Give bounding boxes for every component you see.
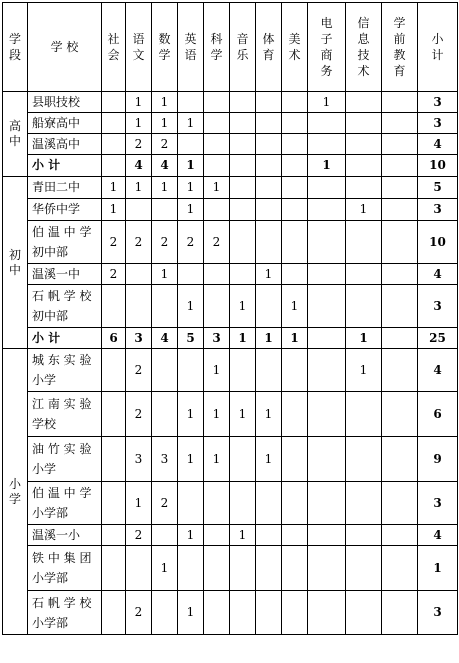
row-total-cell: 4	[418, 134, 458, 155]
school-name: 油 竹 实 验 小学	[28, 437, 102, 482]
header-subject: 小 计	[418, 3, 458, 92]
value-cell	[178, 92, 204, 113]
table-row	[3, 525, 458, 546]
value-cell	[282, 525, 308, 546]
value-cell	[382, 264, 418, 285]
school-name: 小 计	[28, 328, 102, 349]
value-cell: 1	[308, 155, 346, 177]
table-row	[3, 591, 458, 635]
value-cell	[204, 134, 230, 155]
value-cell	[230, 591, 256, 635]
row-total-cell: 3	[418, 482, 458, 525]
value-cell	[382, 349, 418, 392]
value-cell: 1	[178, 113, 204, 134]
value-cell	[346, 546, 382, 591]
value-cell: 1	[152, 264, 178, 285]
value-cell	[282, 482, 308, 525]
value-cell	[282, 113, 308, 134]
value-cell: 2	[126, 525, 152, 546]
value-cell	[308, 113, 346, 134]
table-row	[3, 285, 458, 328]
value-cell	[308, 392, 346, 437]
school-name: 铁 中 集 团 小学部	[28, 546, 102, 591]
row-total-cell: 4	[418, 349, 458, 392]
section-label: 初 中	[3, 177, 28, 349]
value-cell	[382, 482, 418, 525]
value-cell	[102, 113, 126, 134]
value-cell	[204, 591, 230, 635]
value-cell	[382, 155, 418, 177]
value-cell	[152, 525, 178, 546]
value-cell	[102, 525, 126, 546]
value-cell	[152, 349, 178, 392]
value-cell	[102, 155, 126, 177]
value-cell	[382, 328, 418, 349]
row-total-cell: 5	[418, 177, 458, 199]
value-cell: 1	[152, 113, 178, 134]
header-subject: 体 育	[256, 3, 282, 92]
school-name: 伯 温 中 学 初中部	[28, 221, 102, 264]
school-name: 江 南 实 验 学校	[28, 392, 102, 437]
row-total-cell: 1	[418, 546, 458, 591]
value-cell	[382, 177, 418, 199]
table-row	[3, 199, 458, 221]
value-cell	[308, 525, 346, 546]
table-row	[3, 546, 458, 591]
header-subject: 英 语	[178, 3, 204, 92]
value-cell	[282, 392, 308, 437]
value-cell	[256, 92, 282, 113]
value-cell	[282, 437, 308, 482]
value-cell	[152, 199, 178, 221]
value-cell: 4	[152, 155, 178, 177]
value-cell	[282, 546, 308, 591]
value-cell	[282, 221, 308, 264]
row-total-cell: 4	[418, 525, 458, 546]
subtotal-row	[3, 155, 458, 177]
value-cell	[204, 285, 230, 328]
value-cell	[256, 155, 282, 177]
value-cell: 1	[178, 199, 204, 221]
value-cell: 2	[126, 591, 152, 635]
value-cell	[308, 437, 346, 482]
value-cell: 2	[102, 221, 126, 264]
value-cell	[204, 525, 230, 546]
value-cell: 2	[204, 221, 230, 264]
value-cell	[102, 591, 126, 635]
value-cell	[382, 525, 418, 546]
value-cell	[308, 221, 346, 264]
row-total-cell: 3	[418, 92, 458, 113]
value-cell: 1	[152, 92, 178, 113]
value-cell	[126, 264, 152, 285]
value-cell: 1	[204, 392, 230, 437]
value-cell: 1	[178, 437, 204, 482]
value-cell	[346, 177, 382, 199]
value-cell	[230, 92, 256, 113]
value-cell	[256, 199, 282, 221]
value-cell: 1	[178, 392, 204, 437]
value-cell	[382, 134, 418, 155]
value-cell	[346, 437, 382, 482]
value-cell: 1	[282, 328, 308, 349]
value-cell: 6	[102, 328, 126, 349]
value-cell: 1	[230, 285, 256, 328]
value-cell: 1	[102, 199, 126, 221]
row-total-cell: 3	[418, 199, 458, 221]
header-subject: 学 前 教 育	[382, 3, 418, 92]
value-cell	[308, 177, 346, 199]
value-cell	[178, 546, 204, 591]
value-cell	[204, 92, 230, 113]
value-cell	[308, 134, 346, 155]
value-cell	[230, 134, 256, 155]
value-cell: 4	[126, 155, 152, 177]
header-subject: 语 文	[126, 3, 152, 92]
header-subject: 美 术	[282, 3, 308, 92]
value-cell	[126, 285, 152, 328]
value-cell: 2	[102, 264, 126, 285]
value-cell: 1	[346, 328, 382, 349]
value-cell	[102, 482, 126, 525]
value-cell	[102, 392, 126, 437]
school-name: 县职技校	[28, 92, 102, 113]
value-cell	[308, 285, 346, 328]
row-total-cell: 4	[418, 264, 458, 285]
table-row	[3, 349, 458, 392]
value-cell	[256, 349, 282, 392]
value-cell: 2	[152, 134, 178, 155]
table-row	[3, 177, 458, 199]
value-cell	[102, 546, 126, 591]
value-cell	[382, 199, 418, 221]
value-cell: 3	[152, 437, 178, 482]
value-cell: 1	[230, 525, 256, 546]
value-cell	[102, 285, 126, 328]
value-cell	[282, 264, 308, 285]
value-cell: 1	[102, 177, 126, 199]
value-cell: 1	[346, 199, 382, 221]
value-cell	[346, 134, 382, 155]
value-cell	[152, 285, 178, 328]
value-cell	[282, 199, 308, 221]
value-cell	[126, 199, 152, 221]
value-cell: 1	[230, 328, 256, 349]
value-cell	[282, 177, 308, 199]
value-cell: 1	[126, 92, 152, 113]
value-cell	[230, 155, 256, 177]
header-subject: 科 学	[204, 3, 230, 92]
value-cell: 1	[152, 177, 178, 199]
value-cell	[282, 349, 308, 392]
row-total-cell: 9	[418, 437, 458, 482]
value-cell	[102, 92, 126, 113]
value-cell	[382, 285, 418, 328]
value-cell: 3	[126, 437, 152, 482]
value-cell	[230, 546, 256, 591]
school-name: 温溪高中	[28, 134, 102, 155]
header-subject: 音 乐	[230, 3, 256, 92]
value-cell	[346, 482, 382, 525]
header-row	[3, 3, 458, 92]
value-cell	[256, 591, 282, 635]
value-cell	[282, 591, 308, 635]
value-cell: 2	[152, 482, 178, 525]
value-cell	[178, 482, 204, 525]
table-row	[3, 134, 458, 155]
subtotal-row	[3, 328, 458, 349]
value-cell	[308, 349, 346, 392]
section-label: 高 中	[3, 92, 28, 177]
value-cell	[102, 349, 126, 392]
value-cell: 1	[282, 285, 308, 328]
value-cell	[308, 546, 346, 591]
table-body	[3, 92, 458, 635]
value-cell	[346, 285, 382, 328]
header-school: 学 校	[28, 3, 102, 92]
value-cell	[382, 437, 418, 482]
header-subject: 数 学	[152, 3, 178, 92]
value-cell	[204, 155, 230, 177]
value-cell: 1	[256, 437, 282, 482]
value-cell: 2	[126, 134, 152, 155]
value-cell: 2	[126, 349, 152, 392]
value-cell: 3	[204, 328, 230, 349]
value-cell: 1	[126, 113, 152, 134]
value-cell	[256, 546, 282, 591]
table-row	[3, 221, 458, 264]
value-cell	[204, 199, 230, 221]
value-cell: 1	[178, 155, 204, 177]
value-cell	[204, 482, 230, 525]
value-cell: 1	[178, 591, 204, 635]
value-cell	[204, 264, 230, 285]
value-cell: 1	[308, 92, 346, 113]
header-subject: 信 息 技 术	[346, 3, 382, 92]
header-subject: 社 会	[102, 3, 126, 92]
value-cell	[382, 392, 418, 437]
table-row	[3, 92, 458, 113]
row-total-cell: 10	[418, 155, 458, 177]
school-name: 温溪一中	[28, 264, 102, 285]
row-total-cell: 6	[418, 392, 458, 437]
value-cell: 1	[152, 546, 178, 591]
value-cell	[126, 546, 152, 591]
table-row	[3, 437, 458, 482]
value-cell	[230, 349, 256, 392]
table-row	[3, 482, 458, 525]
value-cell: 1	[178, 177, 204, 199]
value-cell	[308, 264, 346, 285]
value-cell: 1	[204, 177, 230, 199]
value-cell	[382, 221, 418, 264]
value-cell	[346, 392, 382, 437]
value-cell: 2	[126, 392, 152, 437]
school-name: 温溪一小	[28, 525, 102, 546]
table-row	[3, 113, 458, 134]
value-cell: 1	[256, 264, 282, 285]
value-cell	[282, 134, 308, 155]
value-cell	[230, 199, 256, 221]
school-name: 华侨中学	[28, 199, 102, 221]
row-total-cell: 10	[418, 221, 458, 264]
value-cell	[230, 221, 256, 264]
value-cell	[282, 155, 308, 177]
school-name: 小 计	[28, 155, 102, 177]
staffing-table	[2, 2, 458, 635]
section-label: 小 学	[3, 349, 28, 635]
value-cell	[382, 591, 418, 635]
value-cell	[204, 546, 230, 591]
value-cell	[256, 134, 282, 155]
value-cell	[382, 113, 418, 134]
value-cell	[256, 525, 282, 546]
value-cell	[308, 199, 346, 221]
value-cell	[256, 482, 282, 525]
value-cell	[230, 177, 256, 199]
header-section: 学 段	[3, 3, 28, 92]
value-cell: 2	[152, 221, 178, 264]
value-cell	[178, 264, 204, 285]
school-name: 城 东 实 验 小学	[28, 349, 102, 392]
value-cell	[256, 113, 282, 134]
value-cell	[152, 392, 178, 437]
value-cell	[282, 92, 308, 113]
value-cell: 1	[126, 482, 152, 525]
value-cell	[204, 113, 230, 134]
value-cell	[346, 113, 382, 134]
value-cell	[230, 113, 256, 134]
table-row	[3, 264, 458, 285]
row-total-cell: 25	[418, 328, 458, 349]
value-cell: 1	[230, 392, 256, 437]
header-subject: 电 子 商 务	[308, 3, 346, 92]
school-name: 石 帆 学 校 初中部	[28, 285, 102, 328]
value-cell: 1	[256, 328, 282, 349]
value-cell: 1	[126, 177, 152, 199]
value-cell	[346, 264, 382, 285]
school-name: 青田二中	[28, 177, 102, 199]
value-cell	[230, 437, 256, 482]
value-cell: 1	[204, 437, 230, 482]
value-cell: 1	[204, 349, 230, 392]
value-cell	[256, 177, 282, 199]
school-name: 伯 温 中 学 小学部	[28, 482, 102, 525]
value-cell	[382, 92, 418, 113]
value-cell	[152, 591, 178, 635]
value-cell	[256, 285, 282, 328]
school-name: 石 帆 学 校 小学部	[28, 591, 102, 635]
value-cell: 1	[178, 285, 204, 328]
value-cell	[230, 264, 256, 285]
row-total-cell: 3	[418, 591, 458, 635]
value-cell	[346, 221, 382, 264]
value-cell	[346, 155, 382, 177]
value-cell: 2	[126, 221, 152, 264]
value-cell: 1	[178, 525, 204, 546]
value-cell	[308, 591, 346, 635]
value-cell: 4	[152, 328, 178, 349]
value-cell	[308, 482, 346, 525]
table-row	[3, 392, 458, 437]
value-cell	[102, 437, 126, 482]
value-cell	[102, 134, 126, 155]
value-cell	[178, 349, 204, 392]
value-cell	[178, 134, 204, 155]
value-cell	[346, 92, 382, 113]
value-cell	[256, 221, 282, 264]
value-cell	[308, 328, 346, 349]
value-cell: 1	[346, 349, 382, 392]
value-cell: 3	[126, 328, 152, 349]
value-cell: 5	[178, 328, 204, 349]
value-cell	[382, 546, 418, 591]
value-cell	[346, 591, 382, 635]
value-cell: 1	[256, 392, 282, 437]
row-total-cell: 3	[418, 285, 458, 328]
value-cell: 2	[178, 221, 204, 264]
school-name: 船寮高中	[28, 113, 102, 134]
row-total-cell: 3	[418, 113, 458, 134]
value-cell	[346, 525, 382, 546]
value-cell	[230, 482, 256, 525]
